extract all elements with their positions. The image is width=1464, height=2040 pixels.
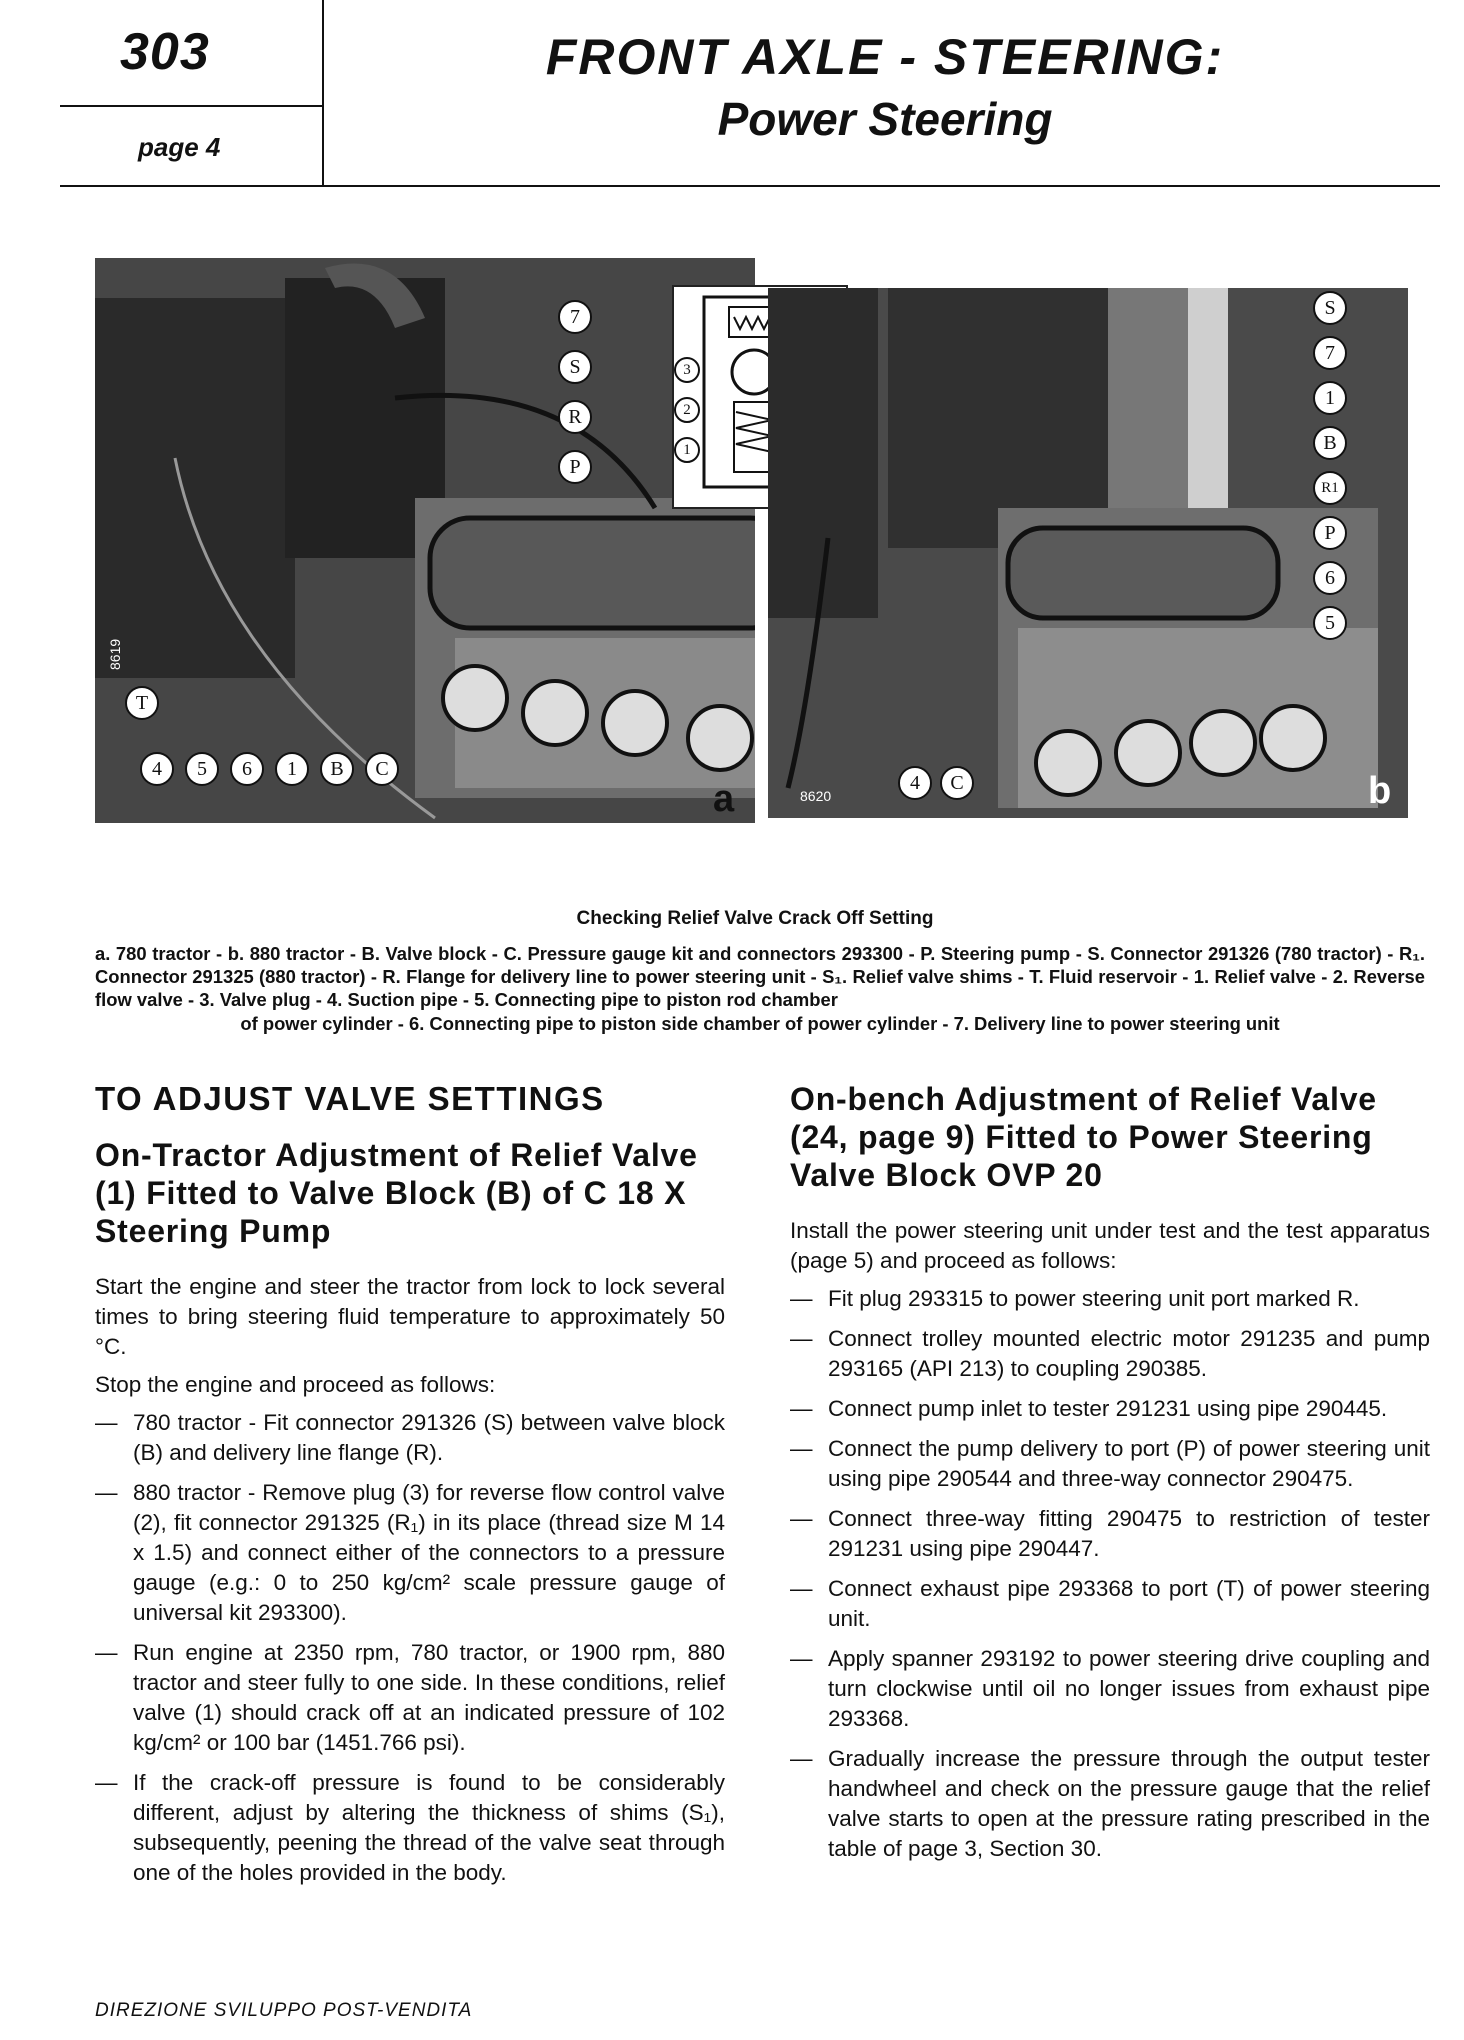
photo-b-number: 8620 (800, 788, 832, 804)
page-subtitle: Power Steering (717, 93, 1053, 145)
callout-b-5: 5 (1313, 606, 1347, 640)
callout-b-4: 4 (898, 766, 932, 800)
list-item: — 780 tractor - Fit connector 291326 (S) between valve block (B) and delivery line flange (R). (95, 1408, 725, 1468)
photo-880-tractor (768, 288, 1408, 818)
callout-t: T (125, 686, 159, 720)
callout-b-p: P (1313, 516, 1347, 550)
list-item: — Connect trolley mounted electric motor 291235 and pump 293165 (API 213) to coupling 290385. (790, 1324, 1430, 1384)
callout-7: 7 (558, 300, 592, 334)
header-divider-left (60, 105, 322, 107)
header-divider-vertical (322, 0, 324, 187)
photo-a-drawing (95, 258, 755, 823)
inset-callout-1: 1 (674, 437, 700, 463)
panel-b-letter: b (1368, 770, 1392, 812)
list-item: — Connect the pump delivery to port (P) of power steering unit using pipe 290544 and three-way connector 290475. (790, 1434, 1430, 1494)
list-item: — 880 tractor - Remove plug (3) for reverse flow control valve (2), fit connector 291325 (R₁) in its place (thread size M 14 x 1.5) and connect either of the connectors to a pressure gauge (e.g.: 0 to 250 kg/cm² scale pressure gauge of universal kit 293300). (95, 1478, 725, 1628)
photo-a-number: 8619 (107, 638, 123, 670)
figure-caption-title: Checking Relief Valve Crack Off Setting (576, 908, 934, 929)
intro-paragraph: Start the engine and steer the tractor from lock to lock several times to bring steering fluid temperature to approximately 50 °C. (95, 1274, 725, 1359)
stop-engine-paragraph: Stop the engine and proceed as follows: (95, 1372, 496, 1397)
callout-s: S (558, 350, 592, 384)
figure-caption-body: a. 780 tractor - b. 880 tractor - B. Valve block - C. Pressure gauge kit and connectors 293300 - P. Steering pump - S. Connector 291326 (780 tractor) - R₁. Connector 291325 (880 tractor) - R. Flange for delivery line to power steering unit - S₁. Relief valve shims - T. Fluid reservoir - 1. Relief valve - 2. Reverse flow valve - 3. Valve plug - 4. Suction pipe - 5. Connecting pipe to piston rod chamber (95, 943, 1425, 1010)
panel-a-letter: a (713, 778, 735, 820)
callout-b-s: S (1313, 291, 1347, 325)
callout-1: 1 (275, 752, 309, 786)
callout-b: B (320, 752, 354, 786)
callout-r: R (558, 400, 592, 434)
callout-5: 5 (185, 752, 219, 786)
callout-p: P (558, 450, 592, 484)
list-item: — Run engine at 2350 rpm, 780 tractor, or 1900 rpm, 880 tractor and steer fully to one side. In these conditions, relief valve (1) should crack off at an indicated pressure of 102 kg/cm² or 100 bar (1451.766 psi). (95, 1638, 725, 1758)
figure-caption-last-line: of power cylinder - 6. Connecting pipe to piston side chamber of power cylinder - 7. Delivery line to power steering unit (240, 1013, 1280, 1034)
callout-c: C (365, 752, 399, 786)
callout-b-7: 7 (1313, 336, 1347, 370)
install-paragraph: Install the power steering unit under test and the test apparatus (page 5) and proceed as follows: (790, 1218, 1430, 1273)
list-item: — Fit plug 293315 to power steering unit port marked R. (790, 1284, 1430, 1314)
inset-callout-3: 3 (674, 357, 700, 383)
list-item: — Gradually increase the pressure through the output tester handwheel and check on the pressure gauge that the relief valve starts to open at the pressure rating prescribed in the table of page 3, Section 30. (790, 1744, 1430, 1864)
callout-4: 4 (140, 752, 174, 786)
on-tractor-steps (95, 1408, 725, 1888)
photo-780-tractor (95, 258, 755, 823)
callout-b-r1: R1 (1313, 471, 1347, 505)
header-divider-bottom (60, 185, 1440, 187)
list-item: — Connect exhaust pipe 293368 to port (T) of power steering unit. (790, 1574, 1430, 1634)
photo-b-drawing (768, 288, 1408, 818)
section-heading: TO ADJUST VALVE SETTINGS (95, 1080, 605, 1117)
callout-b-1: 1 (1313, 381, 1347, 415)
page-label: page 4 (138, 132, 221, 162)
callout-b-c: C (940, 766, 974, 800)
on-bench-heading: On-bench Adjustment of Relief Valve (24, page 9) Fitted to Power Steering Valve Block OVP 20 (790, 1081, 1377, 1193)
on-bench-steps (790, 1284, 1430, 1864)
footer-text: DIREZIONE SVILUPPO POST-VENDITA (95, 2000, 473, 2021)
list-item: — Connect pump inlet to tester 291231 using pipe 290445. (790, 1394, 1430, 1424)
callout-b-b: B (1313, 426, 1347, 460)
callout-6: 6 (230, 752, 264, 786)
list-item: — Connect three-way fitting 290475 to restriction of tester 291231 using pipe 290447. (790, 1504, 1430, 1564)
inset-callout-2: 2 (674, 397, 700, 423)
on-tractor-heading: On-Tractor Adjustment of Relief Valve (1) Fitted to Valve Block (B) of C 18 X Steering Pump (95, 1137, 698, 1249)
section-number: 303 (120, 23, 210, 81)
page-title: FRONT AXLE - STEERING: (545, 29, 1225, 85)
callout-b-6: 6 (1313, 561, 1347, 595)
list-item: — Apply spanner 293192 to power steering drive coupling and turn clockwise until oil no longer issues from exhaust pipe 293368. (790, 1644, 1430, 1734)
right-column (790, 1080, 1430, 1874)
list-item: — If the crack-off pressure is found to be considerably different, adjust by altering the thickness of shims (S₁), subsequently, peening the thread of the valve seat through one of the holes provided in the body. (95, 1768, 725, 1888)
left-column (95, 1080, 725, 1898)
